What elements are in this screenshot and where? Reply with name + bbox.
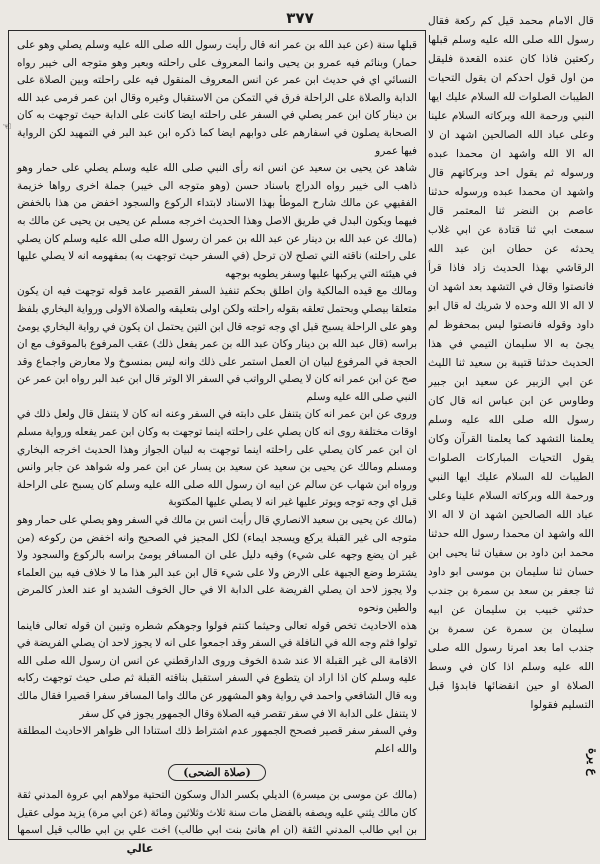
- section-heading: [17, 764, 417, 783]
- commentary-paragraph: قبلها سنة (عن عبد الله بن عمر انه قال رأيت رسول الله صلى الله عليه وسلم يصلي وهو على حمار) وبنائم فيه عمرو بن يحيى وانما المعروف على راحلته وبعير وهو متوجه الى خيبر رواه النسائي اي في حديث ابن عمر عن انس المعروف المنقول فيه على راحلته وبين الصلاة على الدابة والصلاة على الراحلة فرق في التمكن من الاستقبال وغيره وقال ابن عمر فرمى عبد الله بن دينار كان ابن عمر يصلي في السفر على راحلته ايضا كانت على الدابة حيث توجهت به كان الصحابة يصلون في اسفارهم على دوابهم ايضا كما ذكره ابن عبد البر في التمهيد لكن الرواية فيها عمرو: [17, 39, 417, 157]
- commentary-paragraph: وفي السفر سفر قصير فصحح الجمهور عدم اشتراط ذلك استنادا الى ظواهر الاحاديث المطلقة والله اعلم: [17, 725, 417, 755]
- section-title: (صلاة الضحى): [168, 764, 266, 781]
- commentary-paragraph: شاهد عن يحيى بن سعيد عن انس انه رأى النبي صلى الله عليه وسلم يصلي على حمار وهو ذاهب الى خيبر رواه الدراج باسناد حسن (وهو متوجه الى خيبر) جملة اخرى رواها خزيمة الفقيهي عن مالك شارح الموطأ بهذا الاسناد لابتداء الركوع والسجود اخفض من هذا بالخفض فيهما ويكون البدل في طريق الاصل وهذا الحديث اخرجه مسلم عن يحيى بن يحيى عن مالك به (مالك عن عبد الله بن دينار عن عبد الله بن عمر ان رسول الله صلى الله عليه وسلم كان يصلي على راحلته) ناقته التي تصلح لان ترحل (في السفر حيث توجهت به) بمفهومه انه لا يصلي عليها في هيئته التي يركبها عليها وسفر يطويه بوجهه: [17, 162, 417, 280]
- catchword: عالي: [126, 842, 154, 855]
- commentary-text: [17, 37, 417, 840]
- commentary-paragraph: وروى عن ابن عمر انه كان يتنفل على دابته في السفر وعنه انه كان لا يتنفل قال ولعل ذلك في اوقات مختلفة روى انه كان يصلي على راحلته اينما توجهت به وكان ابن عمر يفعله ورواية مسلم ان ابن عمر كان يصلي على راحلته اينما توجهت به لبيان الجواز وهذا الحديث اخرجه البخاري ومسلم ومالك عن يحيى بن سعيد عن سعيد بن يسار عن ابن عمر وله شواهد عن جابر وانس ورواه ابن شهاب عن سالم عن ابيه ان رسول الله صلى الله عليه وسلم كان يسبح على الراحلة قبل اي وجه توجه ويوتر عليها غير انه لا يصلي عليها المكتوبة: [17, 408, 417, 509]
- side-column: [428, 12, 594, 852]
- commentary-paragraph: هذه الاحاديث تخص قوله تعالى وحيثما كنتم فولوا وجوهكم شطره وتبين ان قوله تعالى فاينما تولوا فثم وجه الله في النافلة في السفر وقد اجمعوا على انه لا يجوز لاحد ان يصلي الفريضة في الاقامة الى غير القبلة الا عند شدة الخوف وروى الدارقطني عن انس ان رسول الله صلى الله عليه وسلم كان اذا اراد ان يتطوع في السفر استقبل بناقته القبلة ثم صلى حيث توجهت ركابه وبه قال الشافعي واحمد في رواية وهو المشهور عن مالك واما المسافر سفرا قصيرا فقال مالك لا يتنفل على الدابة الا في سفر تقصر فيه الصلاة وقال الجمهور يجوز في كل سفر: [17, 619, 417, 720]
- commentary-paragraph: ومالك مع قيده المالكية وان اطلق بحكم تنفيذ السفر القصير عامد قوله توجهت فيه ان يكون متعلقا بيصلي وبحتمل تعلقه بقوله راحلته ولكن اولى بتعليقه والصلاة الاولى ورواية البخاري بلفظ وهو على الراحلة يسبح قبل اي وجه توجه قال ابن التين يحتمل ان يكون في رواية البخاري يومئ براسه (قال عبد الله بن دينار وكان عبد الله بن عمر يفعل ذلك) عقب المرفوع بالموقوف مع ان الحجة في المرفوع لبيان ان العمل استمر على ذلك وانه ليس بمنسوخ ولا معارض واجماع وقد صح عن ابن عمر انه كان لا يصلي الرواتب في السفر الا الوتر قال ابن عبد البر رواه ابن عمر عن النبي صلى الله عليه وسلم: [17, 285, 417, 403]
- page-number: ٣٧٧: [286, 9, 314, 27]
- commentary-frame: [8, 30, 426, 840]
- commentary-paragraph: (مالك عن موسى بن ميسرة) الديلي بكسر الدال وسكون التحتية مولاهم ابي عروة المدني ثقة كان مالك يثني عليه ويصفه بالفضل مات سنة ثلاث وثلاثين ومائة (عن ابي مرة) يزيد مولى عقيل بن ابي طالب المدني الثقة (ان ام هانئ بنت ابي طالب) اخت علي بن ابي طالب قيل اسمها: [17, 788, 417, 837]
- side-column-text: قال الامام محمد قيل كم ركعة فقال رسول الله صلى الله عليه وسلم قبلها ركعتين فاذا كان عنده القعدة فليقل من اول قول احدكم ان يقول التحيات الطيبات الصلوات لله السلام عليك ايها النبي ورحمة الله وبركاته السلام علينا وعلى عباد الله الصالحين اشهد ان لا اله الا الله واشهد ان محمدا عبده ورسوله ثم يقول احد وبركاتهم قال واشهد ان محمدا عبده ورسوله حدثنا عاصم بن النضر ثنا المعتمر قال سمعت ابي ثنا قتادة عن ابي غلاب يحدثه عن حطان ابن عبد الله الرقاشي بهذا الحديث زاد فاذا قرأ فانصتوا وقال في التشهد بعد اشهد ان لا اله الا الله وحده لا شريك له قال ابو داود وقوله فانصتوا ليس بمحفوظ لم يجئ به الا سليمان التيمي في هذا الحديث حدثنا قتيبة بن سعيد ثنا الليث عن ابي الزبير عن سعيد ابن جبير وطاوس عن ابن عباس انه قال كان رسول الله صلى الله عليه وسلم يعلمنا التشهد كما يعلمنا القرآن وكان يقول التحيات المباركات الصلوات الطيبات لله السلام عليك ايها النبي ورحمة الله وبركاته السلام علينا وعلى عباد الله الصالحين اشهد ان لا اله الا الله واشهد ان محمدا رسول الله حدثنا محمد ابن داود بن سفيان ثنا يحيى ابن حسان ثنا سليمان بن موسى ابو داود ثنا جعفر بن سعد بن سمرة بن جندب حدثني خبيب بن سليمان عن ابيه سليمان بن سمرة عن سمرة بن جندب اما بعد امرنا رسول الله صلى الله عليه وسلم اذا كان في وسط الصلاة او حين انقضائها فابدؤا قبل التسليم فقولوا: [428, 15, 594, 711]
- margin-note: ع يرة: [586, 748, 600, 776]
- pointing-hand-icon: ☜: [2, 120, 12, 133]
- commentary-paragraph: (مالك عن يحيى بن سعيد الانصاري قال رأيت انس بن مالك في السفر وهو يصلي على حمار وهو متوجه الى غير القبلة يركع ويسجد ايماء) لكل المجيز في الصحيح وانه اخفض من ركوعه (من غير ان يضع وجهه على شيء) وفيه دليل على ان المسافر يومئ براسه بالركوع والسجود ولا يشترط وضع الجبهة على الارض ولا على شيء قال ابن عبد البر هذا ما لا خلاف فيه بين العلماء ولا يجوز لاحد ان يصلي الفريضة على الدابة الا في حال الخوف الشديد او عند العذر كالمرض والطين ونحوه: [17, 514, 417, 614]
